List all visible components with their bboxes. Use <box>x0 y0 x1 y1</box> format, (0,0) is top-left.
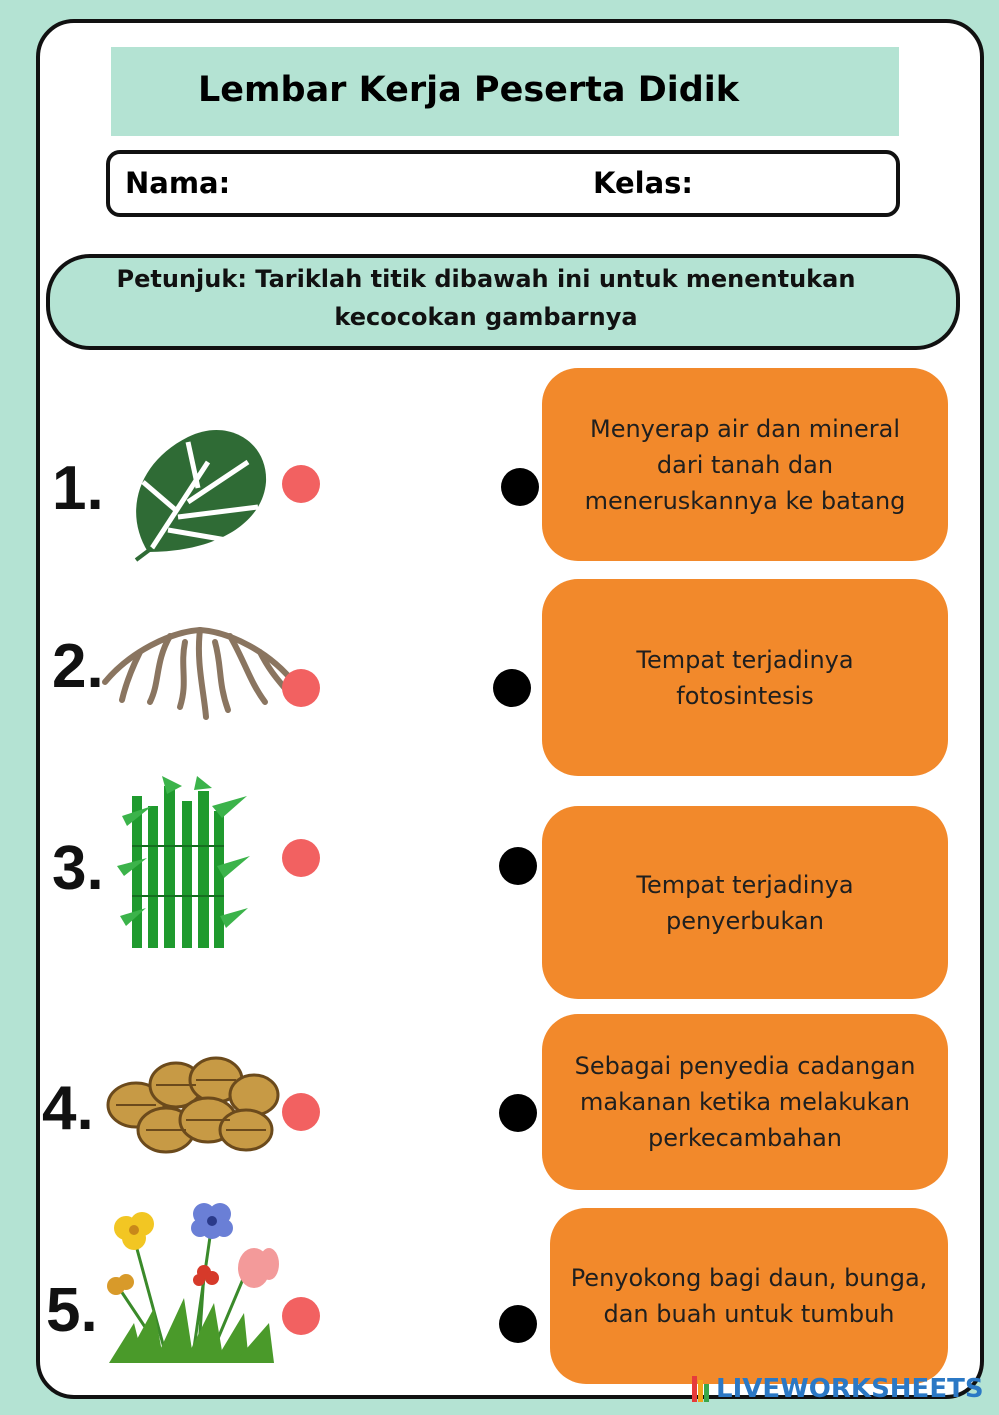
item-number-4: 4. <box>42 1074 94 1143</box>
card-1-line-2: dari tanah dan <box>656 450 834 479</box>
answer-card-5 <box>550 1208 948 1384</box>
monstera-leaf-image <box>118 422 270 562</box>
left-dot-5[interactable] <box>282 1297 320 1335</box>
card-5-line-1: Penyokong bagi daun, bunga, <box>570 1264 928 1292</box>
bamboo-stems-image <box>112 776 252 958</box>
liveworksheets-logo <box>692 1374 984 1404</box>
roots-image <box>100 622 300 720</box>
instructions-line-2: kecocokan gambarnya <box>334 303 638 331</box>
item-number-3: 3. <box>52 834 104 903</box>
card-4-line-3: perkecambahan <box>647 1124 843 1152</box>
footer-brand: LIVEWORKSHEETS <box>716 1374 984 1404</box>
left-dot-1[interactable] <box>282 465 320 503</box>
card-2-line-1: Tempat terjadinya <box>636 645 854 674</box>
card-1-line-1: Menyerap air dan mineral <box>589 414 900 443</box>
card-5-line-2: dan buah untuk tumbuh <box>603 1300 895 1328</box>
item-number-5: 5. <box>46 1276 98 1345</box>
card-2-line-2: fotosintesis <box>676 681 814 710</box>
card-1-line-3: meneruskannya ke batang <box>584 486 906 515</box>
class-label: Kelas: <box>593 166 693 200</box>
item-number-1: 1. <box>52 454 104 523</box>
seeds-image <box>96 1050 286 1160</box>
name-label: Nama: <box>125 166 231 200</box>
page-title: Lembar Kerja Peserta Didik <box>198 70 740 110</box>
card-3-line-2: penyerbukan <box>666 906 824 935</box>
answer-card-4 <box>542 1014 948 1190</box>
card-4-line-2: makanan ketika melakukan <box>579 1088 910 1116</box>
answer-card-1 <box>542 368 948 561</box>
card-3-line-1: Tempat terjadinya <box>636 870 854 899</box>
instructions-line-1: Petunjuk: Tariklah titik dibawah ini untuk menentukan <box>116 265 856 293</box>
right-dot-5[interactable] <box>499 1305 537 1343</box>
left-dot-3[interactable] <box>282 839 320 877</box>
left-dot-2[interactable] <box>282 669 320 707</box>
liveworksheets-logo-icon <box>692 1376 710 1402</box>
right-dot-2[interactable] <box>493 669 531 707</box>
card-4-line-1: Sebagai penyedia cadangan <box>574 1052 916 1080</box>
item-number-2: 2. <box>52 632 104 701</box>
flowers-image <box>104 1198 282 1368</box>
answer-card-2 <box>542 579 948 776</box>
right-dot-1[interactable] <box>501 468 539 506</box>
left-dot-4[interactable] <box>282 1093 320 1131</box>
right-dot-3[interactable] <box>499 847 537 885</box>
answer-card-3 <box>542 806 948 999</box>
right-dot-4[interactable] <box>499 1094 537 1132</box>
